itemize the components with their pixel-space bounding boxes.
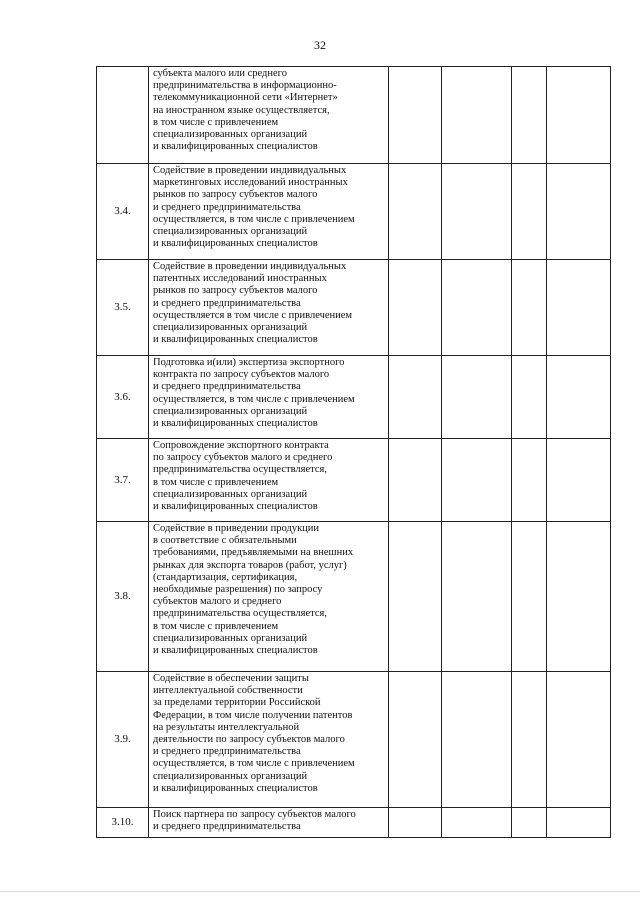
- empty-cell: [389, 356, 442, 439]
- empty-cell: [547, 672, 611, 808]
- empty-cell: [442, 260, 512, 356]
- empty-cell: [547, 260, 611, 356]
- row-number: 3.8.: [97, 522, 149, 672]
- empty-cell: [512, 356, 547, 439]
- empty-cell: [547, 67, 611, 164]
- table-row: [97, 260, 611, 356]
- row-description: Поиск партнера по запросу субъектов малого и среднего предпринимательства: [149, 808, 389, 838]
- empty-cell: [547, 439, 611, 522]
- scan-edge-line: [0, 891, 640, 892]
- empty-cell: [512, 808, 547, 838]
- empty-cell: [512, 522, 547, 672]
- empty-cell: [389, 808, 442, 838]
- empty-cell: [442, 808, 512, 838]
- empty-cell: [512, 260, 547, 356]
- empty-cell: [512, 672, 547, 808]
- empty-cell: [389, 260, 442, 356]
- empty-cell: [512, 439, 547, 522]
- empty-cell: [389, 164, 442, 260]
- empty-cell: [442, 67, 512, 164]
- table-row: [97, 808, 611, 838]
- measures-table: [96, 66, 611, 838]
- row-description: субъекта малого или среднего предпринимательства в информационно- телекоммуникационной сети «Интернет» на иностранном языке осуществляется, в том числе с привлечением специализированных организаций и квалифицированных специалистов: [149, 67, 389, 164]
- empty-cell: [389, 672, 442, 808]
- empty-cell: [512, 67, 547, 164]
- row-description: Сопровождение экспортного контракта по запросу субъектов малого и среднего предпринимательства осуществляется, в том числе с привлечением специализированных организаций и квалифицированных специалистов: [149, 439, 389, 522]
- row-number: 3.10.: [97, 808, 149, 838]
- empty-cell: [547, 164, 611, 260]
- row-description: Содействие в проведении индивидуальных маркетинговых исследований иностранных рынков по запросу субъектов малого и среднего предпринимательства осуществляется, в том числе с привлечением специализированных организаций и квалифицированных специалистов: [149, 164, 389, 260]
- empty-cell: [512, 164, 547, 260]
- row-number: 3.6.: [97, 356, 149, 439]
- page-number: 32: [314, 38, 326, 52]
- empty-cell: [547, 356, 611, 439]
- empty-cell: [547, 808, 611, 838]
- empty-cell: [442, 439, 512, 522]
- row-number: 3.7.: [97, 439, 149, 522]
- empty-cell: [442, 672, 512, 808]
- row-number: 3.9.: [97, 672, 149, 808]
- empty-cell: [389, 439, 442, 522]
- empty-cell: [442, 356, 512, 439]
- row-number: 3.4.: [97, 164, 149, 260]
- row-description: Подготовка и(или) экспертиза экспортного контракта по запросу субъектов малого и среднего предпринимательства осуществляется, в том числе с привлечением специализированных организаций и квалифицированных специалистов: [149, 356, 389, 439]
- empty-cell: [389, 67, 442, 164]
- table-row: [97, 672, 611, 808]
- table-row: [97, 522, 611, 672]
- row-description: Содействие в приведении продукции в соответствие с обязательными требованиями, предъявляемыми на внешних рынках для экспорта товаров (работ, услуг) (стандартизация, сертификация, необходимые разрешения) по запросу субъектов малого и среднего предпринимательства осуществляется, в том числе с привлечением специализированных организаций и квалифицированных специалистов: [149, 522, 389, 672]
- row-description: Содействие в обеспечении защиты интеллектуальной собственности за пределами территории Российской Федерации, в том числе получении патентов на результаты интеллектуальной деятельности по запросу субъектов малого и среднего предпринимательства осуществляется, в том числе с привлечением специализированных организаций и квалифицированных специалистов: [149, 672, 389, 808]
- table-row: [97, 67, 611, 164]
- table-row: [97, 439, 611, 522]
- empty-cell: [442, 164, 512, 260]
- empty-cell: [442, 522, 512, 672]
- table-row: [97, 164, 611, 260]
- row-number: [97, 67, 149, 164]
- empty-cell: [389, 522, 442, 672]
- table-row: [97, 356, 611, 439]
- row-description: Содействие в проведении индивидуальных патентных исследований иностранных рынков по запросу субъектов малого и среднего предпринимательства осуществляется в том числе с привлечением специализированных организаций и квалифицированных специалистов: [149, 260, 389, 356]
- row-number: 3.5.: [97, 260, 149, 356]
- empty-cell: [547, 522, 611, 672]
